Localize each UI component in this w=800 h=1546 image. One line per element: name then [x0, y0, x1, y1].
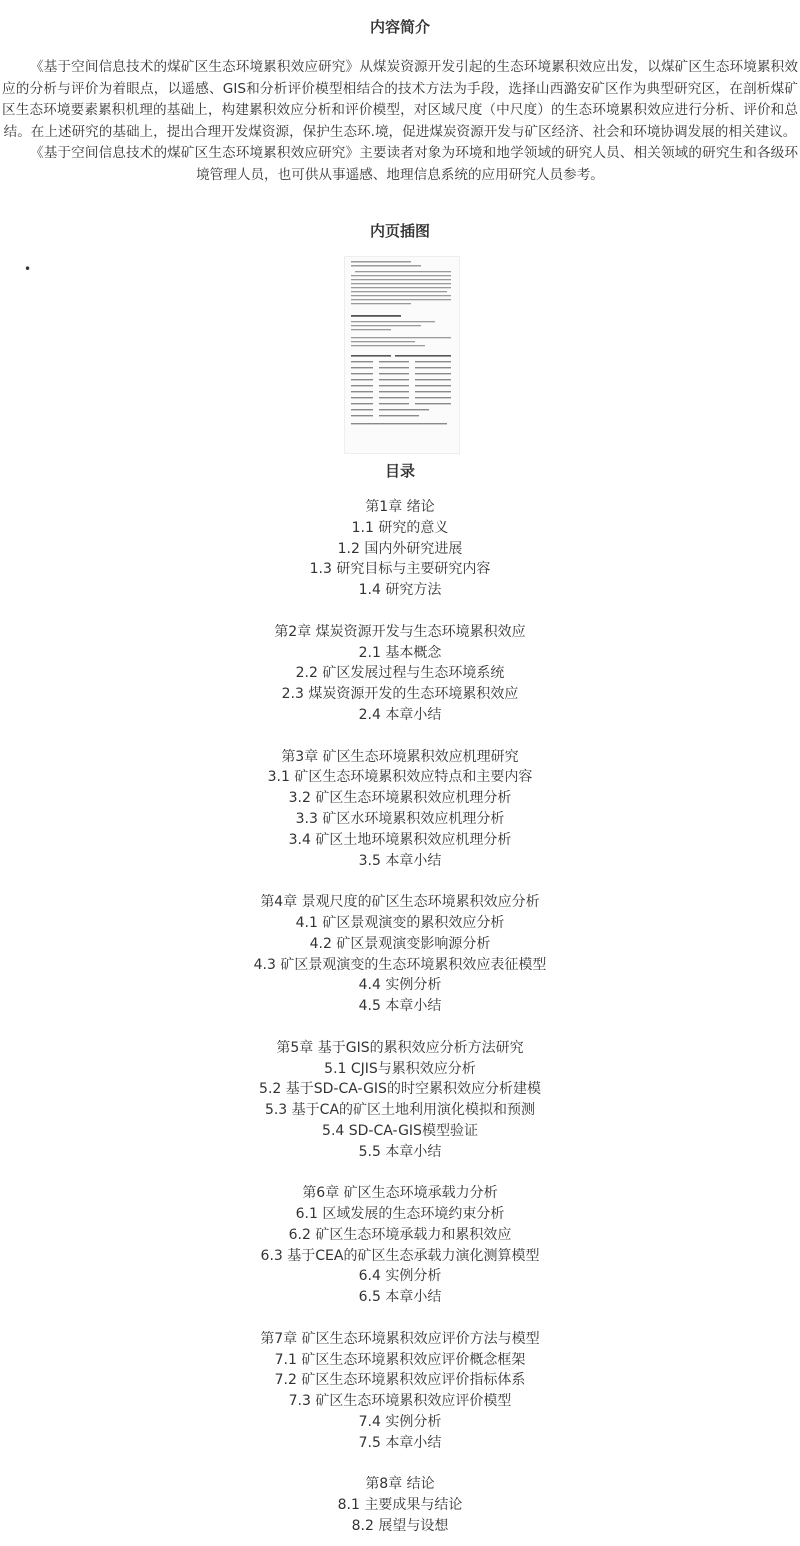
- intro-paragraph: 《基于空间信息技术的煤矿区生态环境累积效应研究》从煤炭资源开发引起的生态环境累积效应出发，以煤矿区生态环境累积效应的分析与评价为着眼点，以遥感、GIS和分析评价模型相结合的技术方法为手段，选择山西潞安矿区作为典型研究区，在剖析煤矿区生态环境要素累积机理的基础上，构建累积效应分析和评价模型，对区域尺度（中尺度）的生态环境累积效应进行分析、评价和总结。在上述研究的基础上，提出合理开发煤资源，保护生态环.境，促进煤炭资源开发与矿区经济、社会和环境协调发展的相关建议。: [2, 59, 798, 140]
- copyright-page-thumbnail: [345, 257, 459, 453]
- toc-section: 4.4 实例分析: [358, 977, 442, 994]
- toc-section: 2.2 矿区发展过程与生态环境系统: [295, 665, 505, 682]
- illustrations-heading: 内页插图: [369, 222, 430, 240]
- toc-section: 6.2 矿区生态环境承载力和累积效应: [288, 1226, 512, 1243]
- toc-section: 3.4 矿区土地环境累积效应机理分析: [288, 831, 512, 848]
- toc-chapter: 第8章 结论: [365, 1476, 435, 1493]
- toc-chapter: 第3章 矿区生态环境累积效应机理研究: [281, 748, 519, 765]
- toc-chapter: 第2章 煤炭资源开发与生态环境累积效应: [274, 623, 526, 640]
- toc-section: 6.3 基于CEA的矿区生态承载力演化测算模型: [260, 1247, 540, 1264]
- toc-chapter: 第5章 基于GIS的累积效应分析方法研究: [276, 1039, 524, 1056]
- toc-section: 4.5 本章小结: [358, 998, 442, 1015]
- toc-section: 7.4 实例分析: [358, 1414, 442, 1431]
- toc-section: 7.1 矿区生态环境累积效应评价概念框架: [274, 1351, 526, 1368]
- toc-section: 7.2 矿区生态环境累积效应评价指标体系: [274, 1372, 526, 1389]
- toc-section: 5.5 本章小结: [358, 1143, 442, 1160]
- toc-section: 1.2 国内外研究进展: [337, 540, 463, 557]
- toc-section: 2.4 本章小结: [358, 706, 442, 723]
- toc-section: 1.3 研究目标与主要研究内容: [309, 561, 491, 578]
- toc-chapter: 第6章 矿区生态环境承载力分析: [302, 1185, 498, 1202]
- toc-section: 4.2 矿区景观演变影响源分析: [309, 935, 491, 952]
- toc-section: 6.4 实例分析: [358, 1268, 442, 1285]
- toc-spacer: [0, 1308, 800, 1329]
- toc-section: 2.1 基本概念: [358, 644, 442, 661]
- toc-section: 4.3 矿区景观演变的生态环境累积效应表征模型: [253, 956, 547, 973]
- toc-chapter: 第7章 矿区生态环境累积效应评价方法与模型: [260, 1330, 540, 1347]
- intro-heading: 内容简介: [369, 18, 430, 36]
- toc-section: 4.1 矿区景观演变的累积效应分析: [295, 914, 505, 931]
- toc-section: 5.3 基于CA的矿区土地利用演化模拟和预测: [264, 1102, 536, 1119]
- toc-spacer: [0, 1017, 800, 1038]
- toc-chapter: 第4章 景观尺度的矿区生态环境累积效应分析: [260, 894, 540, 911]
- toc-spacer: [0, 726, 800, 747]
- toc-section: 3.2 矿区生态环境累积效应机理分析: [288, 790, 512, 807]
- list-bullet: •: [24, 262, 32, 276]
- toc-section: 3.3 矿区水环境累积效应机理分析: [295, 810, 505, 827]
- toc-section: 3.5 本章小结: [358, 852, 442, 869]
- toc-section: 6.5 本章小结: [358, 1289, 442, 1306]
- toc-section: 7.5 本章小结: [358, 1434, 442, 1451]
- toc-section: 5.4 SD-CA-GIS模型验证: [322, 1122, 478, 1139]
- intro-text: [2, 57, 798, 186]
- toc-spacer: [0, 1454, 800, 1475]
- toc-section: 5.1 CJIS与累积效应分析: [324, 1060, 476, 1077]
- table-of-contents: [0, 497, 800, 1537]
- intro-paragraph: 《基于空间信息技术的煤矿区生态环境累积效应研究》主要读者对象为环境和地学领域的研究人员、相关领域的研究生和各级环境管理人员，也可供从事遥感、地理信息系统的应用研究人员参考。: [30, 145, 798, 183]
- toc-section: 6.1 区域发展的生态环境约束分析: [295, 1206, 505, 1223]
- toc-section: 1.1 研究的意义: [351, 519, 449, 536]
- toc-chapter: 第1章 绪论: [365, 499, 435, 515]
- toc-section: 8.1 主要成果与结论: [337, 1497, 463, 1514]
- toc-heading: 目录: [384, 462, 415, 480]
- toc-spacer: [0, 1163, 800, 1184]
- toc-spacer: [0, 871, 800, 892]
- toc-section: 2.3 煤炭资源开发的生态环境累积效应: [281, 686, 519, 703]
- toc-section: 3.1 矿区生态环境累积效应特点和主要内容: [267, 769, 533, 786]
- copyright-page-image[interactable]: [344, 256, 460, 454]
- toc-section: 5.2 基于SD-CA-GIS的时空累积效应分析建模: [259, 1081, 541, 1098]
- toc-section: 8.2 展望与设想: [351, 1518, 449, 1535]
- toc-section: 1.4 研究方法: [358, 582, 442, 599]
- toc-section: 7.3 矿区生态环境累积效应评价模型: [288, 1393, 512, 1410]
- toc-spacer: [0, 601, 800, 622]
